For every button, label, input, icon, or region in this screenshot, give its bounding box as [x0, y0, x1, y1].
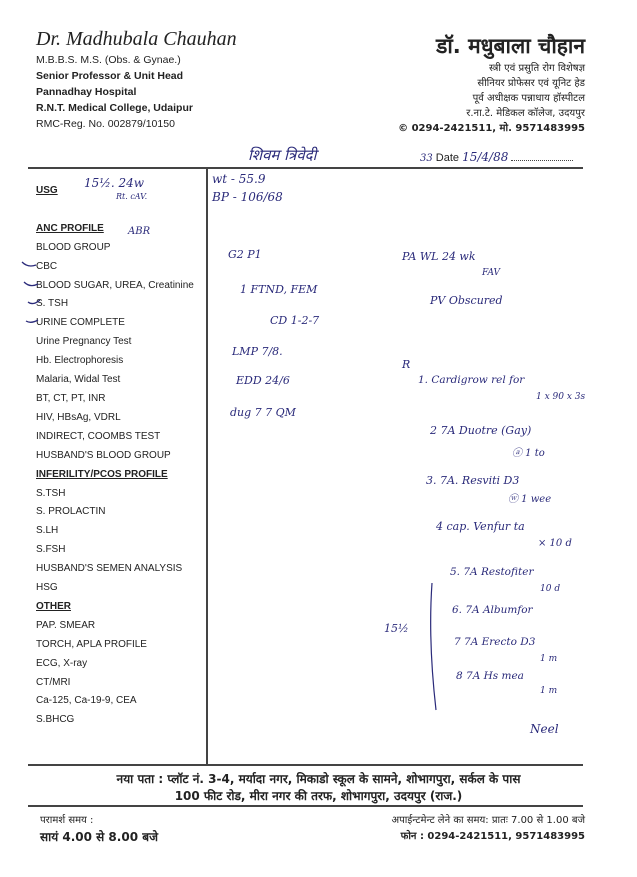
- obstetric-history: G2 P1: [228, 248, 262, 261]
- blood-group-note: ABR: [128, 226, 151, 237]
- list-item: HIV, HBsAg, VDRL: [36, 411, 121, 423]
- rx-line: 8 7A Hs mea: [456, 670, 524, 682]
- credential-line: M.B.B.S. M.S. (Obs. & Gynae.): [36, 54, 181, 66]
- consult-label: परामर्श समय :: [40, 815, 94, 826]
- list-item: BLOOD GROUP: [36, 241, 111, 253]
- hindi-line: सीनियर प्रोफेसर एवं यूनिट हेड: [477, 78, 585, 89]
- rx-line: 2 7A Duotre (Gay): [430, 424, 532, 437]
- list-item: BT, CT, PT, INR: [36, 392, 106, 404]
- list-item: PAP. SMEAR: [36, 619, 96, 631]
- rx-line: 4 cap. Venfur ta: [436, 520, 525, 533]
- signature: Neel: [530, 722, 559, 736]
- rx-line: × 10 d: [538, 538, 572, 549]
- side-note: 15½: [384, 622, 409, 635]
- list-item: INDIRECT, COOMBS TEST: [36, 430, 161, 442]
- patient-name: शिवम त्रिवेदी: [248, 146, 317, 164]
- list-item: OTHER: [36, 600, 71, 612]
- rx-line: 3. 7A. Resviti D3: [426, 474, 520, 487]
- list-item: S.LH: [36, 525, 59, 537]
- bp-note: BP - 106/68: [212, 190, 283, 204]
- rx-line: ⓦ 1 wee: [508, 494, 552, 505]
- rx-line: 1 m: [540, 686, 558, 696]
- rx-line: 1 m: [540, 654, 558, 664]
- usg-note-2: Rt. cAV.: [116, 192, 148, 201]
- address-line: 100 फीट रोड, मीरा नगर की तरफ, शोभागपुरा, उदयपुर (राज.): [174, 789, 463, 803]
- history-line: dug 7 7 QM: [230, 406, 296, 419]
- usg-note: 15½. 24w: [84, 176, 145, 190]
- list-item: CT/MRI: [36, 676, 71, 688]
- date-value: 15/4/88: [462, 150, 509, 164]
- doctor-name-english: Dr. Madhubala Chauhan: [36, 28, 237, 50]
- history-line: CD 1-2-7: [270, 314, 320, 327]
- list-item: ECG, X-ray: [36, 657, 88, 669]
- rx-line: 5. 7A Restofiter: [450, 566, 534, 578]
- appointment-time: अपाईन्टमेन्ट लेने का समय: प्रातः 7.00 से 1.00 बजे: [391, 815, 585, 826]
- hindi-line: र.ना.टे. मेडिकल कॉलेज, उदयपुर: [466, 108, 585, 119]
- list-item: HUSBAND'S SEMEN ANALYSIS: [36, 563, 183, 575]
- list-item: CBC: [36, 260, 58, 272]
- list-item: S.FSH: [36, 544, 66, 556]
- credential-line: Senior Professor & Unit Head: [36, 70, 184, 82]
- list-item: USG: [36, 185, 58, 196]
- rx-line: 1. Cardigrow rel for: [418, 374, 525, 386]
- phone-numbers: फोन : 0294-2421511, 9571483995: [400, 831, 585, 842]
- list-item: URINE COMPLETE: [36, 317, 125, 329]
- hindi-line: स्त्री एवं प्रसुति रोग विशेषज्ञ: [489, 63, 585, 74]
- pv-note: PV Obscured: [430, 294, 503, 307]
- rx-line: 10 d: [540, 584, 561, 594]
- contact-line: © 0294-2421511, मो. 9571483995: [398, 123, 585, 134]
- fav-note: FAV: [482, 268, 501, 278]
- lmp-note: LMP 7/8.: [232, 345, 283, 358]
- weight-note: wt - 55.9: [212, 172, 266, 186]
- hindi-line: पूर्व अधीक्षक पन्नाधाय हॉस्पीटल: [472, 93, 585, 104]
- list-item: S.BHCG: [36, 714, 75, 726]
- list-item: ANC PROFILE: [36, 222, 104, 234]
- list-item: BLOOD SUGAR, UREA, Creatinine: [36, 279, 194, 291]
- credential-line: R.N.T. Medical College, Udaipur: [36, 102, 193, 114]
- credential-line: Pannadhay Hospital: [36, 86, 137, 98]
- list-item: HUSBAND'S BLOOD GROUP: [36, 449, 171, 461]
- history-line: 1 FTND, FEM: [240, 283, 318, 296]
- rx-line: 6. 7A Albumfor: [452, 604, 533, 616]
- list-item: INFERILITY/PCOS PROFILE: [36, 468, 168, 480]
- list-item: S. TSH: [36, 298, 69, 310]
- list-item: S. PROLACTIN: [36, 506, 106, 518]
- date-label: Date: [435, 152, 460, 164]
- list-item: Urine Pregnancy Test: [36, 336, 132, 348]
- rx-line: 7 7A Erecto D3: [454, 636, 536, 648]
- rx-line: ⓐ 1 to: [512, 448, 545, 459]
- list-item: Ca-125, Ca-19-9, CEA: [36, 695, 137, 707]
- edd-note: EDD 24/6: [236, 374, 290, 387]
- list-item: HSG: [36, 582, 58, 594]
- pa-note: PA WL 24 wk: [402, 250, 476, 263]
- doctor-name-hindi: डॉ. मधुबाला चौहान: [436, 34, 585, 58]
- credential-line: RMC-Reg. No. 002879/10150: [36, 118, 175, 130]
- address-line: नया पता : प्लॉट नं. 3-4, मर्यादा नगर, मिकाडो स्कूल के सामने, शोभागपुरा, सर्कल के पास: [116, 772, 521, 786]
- consult-time: सायं 4.00 से 8.00 बजे: [40, 830, 158, 844]
- list-item: Hb. Electrophoresis: [36, 355, 124, 367]
- age-prefix: 33: [420, 153, 433, 164]
- list-item: Malaria, Widal Test: [36, 374, 121, 386]
- list-item: S.TSH: [36, 487, 66, 499]
- list-item: TORCH, APLA PROFILE: [36, 638, 147, 650]
- rx-line: 1 x 90 x 3s: [536, 392, 586, 402]
- rx-symbol: R: [402, 358, 411, 371]
